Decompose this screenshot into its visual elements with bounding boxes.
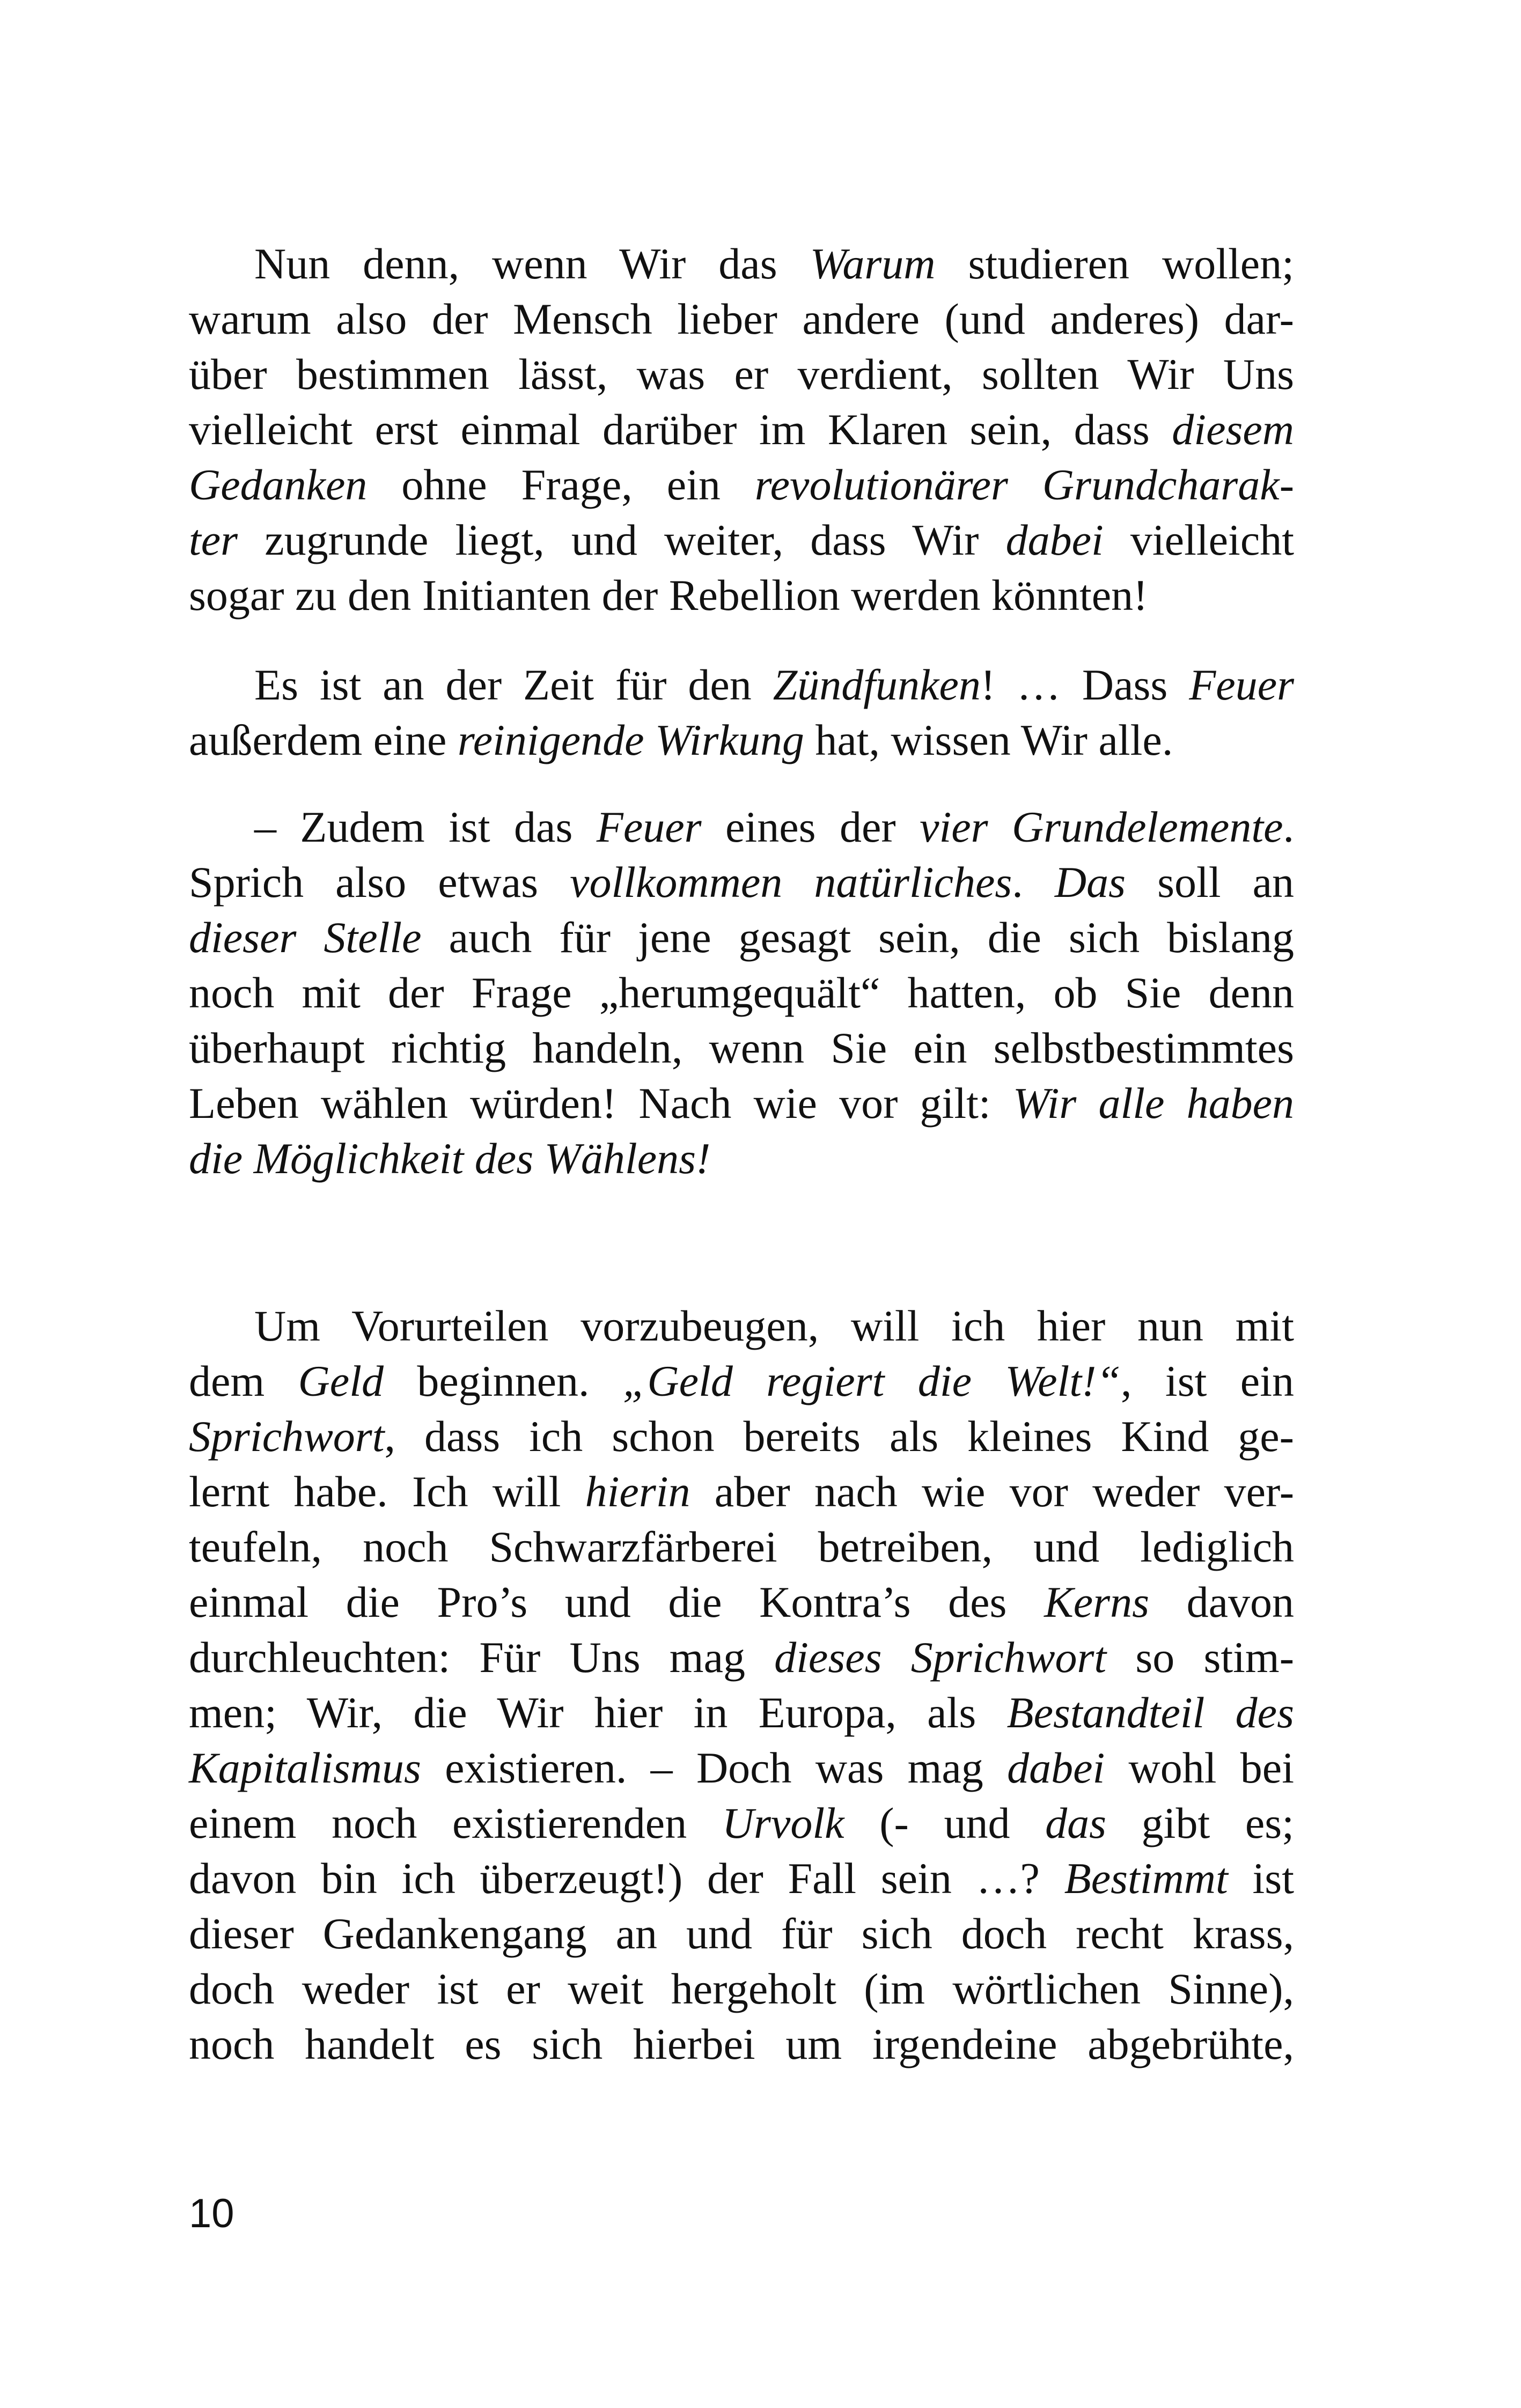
text-line — [189, 1409, 1294, 1464]
text-line — [189, 855, 1294, 910]
body-text: doch weder ist er weit hergeholt (im wörtlichen Sinne), — [189, 1964, 1294, 2013]
text-line — [189, 965, 1294, 1020]
italic-text: Urvolk — [722, 1799, 844, 1847]
italic-text: Feuer — [1189, 660, 1294, 709]
italic-text: Feuer — [596, 802, 702, 851]
body-text: (- und — [844, 1799, 1046, 1847]
body-text: ohne Frage, ein — [367, 460, 755, 509]
italic-text: hierin — [585, 1467, 690, 1516]
body-text: Leben wählen würden! Nach wie vor gilt: — [189, 1079, 1013, 1128]
text-line — [189, 1298, 1294, 1353]
body-text: Um Vorurteilen vorzubeugen, will ich hier nun mit — [254, 1301, 1294, 1350]
body-text: dem — [189, 1357, 298, 1405]
text-line — [189, 1574, 1294, 1630]
italic-text: Bestimmt — [1064, 1854, 1228, 1903]
body-text: außerdem eine — [189, 716, 458, 764]
text-line — [189, 1795, 1294, 1851]
italic-text: Kerns — [1044, 1578, 1149, 1626]
body-text: . — [1283, 802, 1295, 851]
text-line — [189, 712, 1294, 768]
text-line — [189, 457, 1294, 512]
text-line — [189, 1851, 1294, 1906]
body-text: dieser Gedankengang an und für sich doch recht krass, — [189, 1909, 1294, 1958]
body-text: vielleicht erst einmal darüber im Klaren sein, dass — [189, 405, 1172, 454]
body-text: vielleicht — [1103, 516, 1295, 564]
italic-text: diesem — [1172, 405, 1294, 454]
italic-text: Geld — [298, 1357, 384, 1405]
italic-text: Bestandteil des — [1006, 1688, 1294, 1737]
paragraph-2 — [189, 657, 1294, 768]
body-text: . — [1012, 858, 1055, 907]
body-text: Sprich also etwas — [189, 858, 570, 907]
body-text: zugrunde liegt, und weiter, dass Wir — [238, 516, 1006, 564]
body-text: warum also der Mensch lieber andere (und anderes) dar- — [189, 294, 1294, 343]
text-line — [189, 1685, 1294, 1740]
italic-text: vier Grundelemente — [920, 802, 1283, 851]
italic-text: ter — [189, 516, 238, 564]
italic-text: dieses Sprichwort — [774, 1633, 1107, 1682]
text-line — [189, 1961, 1294, 2016]
text-line — [189, 657, 1294, 712]
text-line — [189, 1740, 1294, 1795]
italic-text: die Möglichkeit des Wählens! — [189, 1134, 711, 1183]
italic-text: dieser Stelle — [189, 913, 422, 962]
text-line — [189, 1353, 1294, 1409]
italic-text: Kapitalismus — [189, 1743, 421, 1792]
body-text: lernt habe. Ich will — [189, 1467, 585, 1516]
body-text: davon bin ich überzeugt!) der Fall sein …? — [189, 1854, 1064, 1903]
italic-text: dabei — [1005, 516, 1104, 564]
body-text: studieren wollen; — [935, 239, 1294, 288]
text-line — [189, 1076, 1294, 1131]
text-line — [189, 402, 1294, 457]
text-line — [189, 799, 1294, 855]
italic-text: reinigende Wirkung — [457, 716, 804, 764]
text-line — [189, 2016, 1294, 2072]
body-text: auch für jene gesagt sein, die sich bislang — [421, 913, 1294, 962]
body-text: eines der — [701, 802, 920, 851]
italic-text: Wir alle haben — [1012, 1079, 1294, 1128]
body-text: einmal die Pro’s und die Kontra’s des — [189, 1578, 1045, 1626]
italic-text: das — [1045, 1799, 1107, 1847]
body-text: teufeln, noch Schwarzfärberei betreiben, und lediglich — [189, 1522, 1294, 1571]
body-text: ist — [1228, 1854, 1294, 1903]
body-text: sogar zu den Initianten der Rebellion werden könnten! — [189, 571, 1148, 620]
italic-text: Sprichwort — [189, 1412, 385, 1461]
text-line — [189, 1630, 1294, 1685]
body-text: überhaupt richtig handeln, wenn Sie ein selbstbestimmtes — [189, 1023, 1294, 1072]
italic-text: Das — [1054, 858, 1126, 907]
text-line — [189, 1519, 1294, 1574]
body-text: einem noch existierenden — [189, 1799, 722, 1847]
italic-text: Gedanken — [189, 460, 368, 509]
body-text: davon — [1149, 1578, 1294, 1626]
body-text: , ist ein — [1121, 1357, 1294, 1405]
italic-text: Zündfunken — [773, 660, 981, 709]
paragraph-3 — [189, 799, 1294, 1186]
text-line — [189, 1131, 1294, 1186]
body-text: , dass ich schon bereits als kleines Kind ge- — [384, 1412, 1294, 1461]
italic-text: dabei — [1007, 1743, 1105, 1792]
body-text: beginnen. — [383, 1357, 623, 1405]
body-text: noch handelt es sich hierbei um irgendeine abgebrühte, — [189, 2020, 1294, 2068]
body-text: Nun denn, wenn Wir das — [254, 239, 810, 288]
text-line — [189, 1020, 1294, 1076]
page-number: 10 — [189, 2191, 234, 2236]
text-line — [189, 910, 1294, 965]
body-text: so stim- — [1106, 1633, 1295, 1682]
paragraph-1 — [189, 236, 1294, 623]
text-line — [189, 568, 1294, 623]
text-line — [189, 512, 1294, 568]
body-text: hat, wissen Wir alle. — [804, 716, 1173, 764]
body-text: soll an — [1126, 858, 1294, 907]
text-line — [189, 291, 1294, 347]
body-text: – Zudem ist das — [254, 802, 597, 851]
italic-text: „Geld regiert die Welt!“ — [622, 1357, 1121, 1405]
paragraph-4 — [189, 1298, 1294, 2072]
italic-text: vollkommen natürliches — [570, 858, 1012, 907]
text-line — [189, 347, 1294, 402]
text-line — [189, 236, 1294, 291]
italic-text: revolutionärer Grundcharak- — [754, 460, 1294, 509]
text-line — [189, 1906, 1294, 1961]
body-text: durchleuchten: Für Uns mag — [189, 1633, 775, 1682]
body-text: men; Wir, die Wir hier in Europa, als — [189, 1688, 1007, 1737]
body-text: ! … Dass — [980, 660, 1189, 709]
body-text: gibt es; — [1106, 1799, 1294, 1847]
body-text: Es ist an der Zeit für den — [254, 660, 773, 709]
text-line — [189, 1464, 1294, 1519]
body-text: existieren. – Doch was mag — [421, 1743, 1008, 1792]
body-text: noch mit der Frage „herumgequält“ hatten, ob Sie denn — [189, 968, 1294, 1017]
body-text: wohl bei — [1105, 1743, 1294, 1792]
body-text: aber nach wie vor weder ver- — [690, 1467, 1294, 1516]
italic-text: Warum — [810, 239, 936, 288]
body-text: über bestimmen lässt, was er verdient, sollten Wir Uns — [189, 350, 1294, 399]
